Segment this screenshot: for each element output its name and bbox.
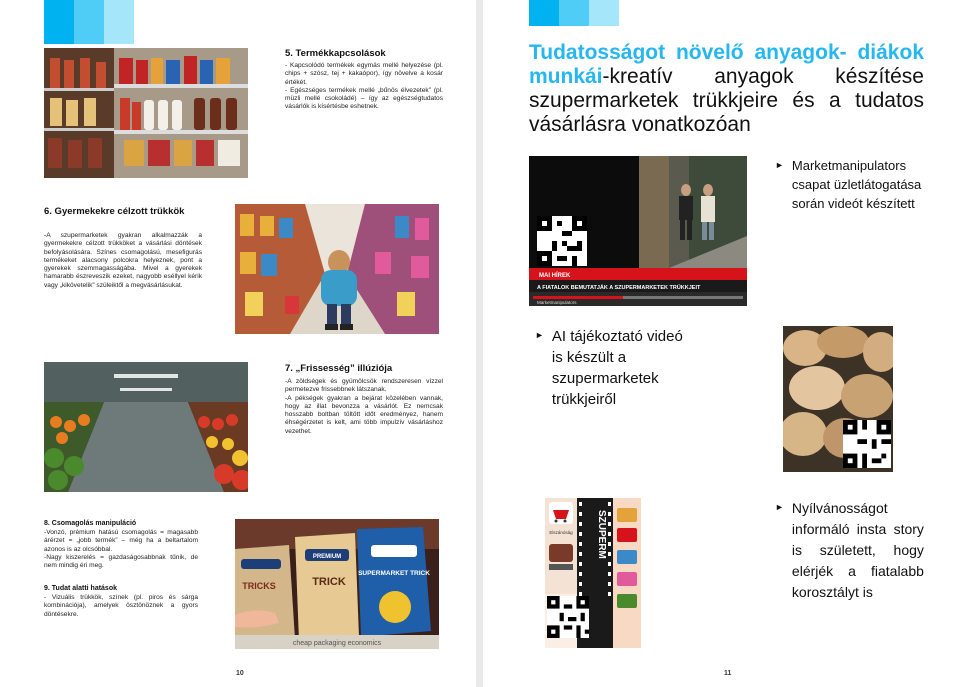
accent-block bbox=[589, 0, 619, 26]
qr-code[interactable] bbox=[843, 420, 891, 468]
section-line: - Vizuális trükkök, színek (pl. piros és sárga kombinációja), amelyek ösztönöznek a gyors döntésekre. bbox=[44, 594, 198, 618]
news-ticker: A FIATALOK BEMUTATJÁK A SZUPERMARKETEK TRÜKKJEIT bbox=[537, 285, 701, 291]
section-line: - Kapcsolódó termékek egymás mellé helyezése (pl. chips + szósz, tej + kakaópor), így növelve a kosár értékét. bbox=[285, 62, 443, 86]
triangle-bullet-icon: ► bbox=[535, 330, 544, 340]
bullet-text: Nyílvánosságot informáló insta story is született, hogy elérjék a fiatalabb korosztályt is bbox=[791, 500, 924, 600]
supermarket-shelves-photo bbox=[44, 48, 248, 178]
produce-aisle-photo bbox=[44, 362, 248, 492]
accent-block bbox=[559, 0, 589, 26]
bullet-item bbox=[775, 156, 925, 213]
story-logo-text: Elszánóság bbox=[549, 530, 573, 535]
bakery-video-thumbnail[interactable] bbox=[783, 326, 893, 472]
page-title-rest: -kreatív anyagok készítése szupermarketek trükkjeire és a tudatos vásárlásra vonatkozóan bbox=[529, 65, 924, 136]
bullet-item bbox=[535, 326, 715, 410]
packaging-photo bbox=[235, 519, 439, 649]
triangle-bullet-icon: ► bbox=[775, 160, 784, 170]
child-in-aisle-photo bbox=[235, 204, 439, 334]
accent-block bbox=[104, 0, 134, 44]
page-number: 11 bbox=[724, 670, 732, 677]
news-banner-label: MAI HÍREK bbox=[539, 273, 571, 279]
left-page bbox=[0, 0, 476, 687]
section-body bbox=[44, 232, 202, 290]
package-brand-text: PREMIUM bbox=[312, 554, 342, 560]
story-vertical-text: SZUPERM bbox=[596, 510, 607, 559]
page-number: 10 bbox=[236, 670, 244, 677]
section-body bbox=[285, 62, 443, 112]
package-text: SUPERMARKET TRICK bbox=[358, 570, 430, 577]
section-title: 9. Tudat alatti hatások bbox=[44, 585, 117, 592]
section-title: 5. Termékkapcsolások bbox=[285, 48, 386, 59]
section-line: -Nagy kiszerelés = gazdaságosabbnak tűnik, de nem mindig éri meg. bbox=[44, 553, 198, 570]
section-body bbox=[285, 378, 443, 436]
accent-block bbox=[529, 0, 559, 26]
section-title: 8. Csomagolás manipuláció bbox=[44, 520, 137, 527]
section-body bbox=[44, 529, 198, 570]
section-title: 6. Gyermekekre célzott trükkök bbox=[44, 206, 185, 217]
section-line: -A zöldségek és gyümölcsök rendszeresen vízzel permetezve frissebbnek látszanak. bbox=[285, 378, 443, 394]
section-body bbox=[44, 594, 198, 619]
section-line: -A szupermarketek gyakran alkalmazzák a gyermekekre célzott trükköket a vásárlási döntések befolyásolására. Színes csomagolású, mesefigurás termékeket alacsony polcokra helyeznek, pont a gyerekek szemmagasságába. Mivel a gyerekek hamarabb észreveszik ezeket, nagyobb eséllyel kérik vagy „kikövetelik” szüleiktől a megvásárlásukat. bbox=[44, 232, 202, 289]
right-page bbox=[483, 0, 959, 687]
accent-block bbox=[74, 0, 104, 44]
bullet-text: Marketmanipulators csapat üzletlátogatása során videót készített bbox=[791, 158, 922, 211]
section-title: 7. „Frissesség” illúziója bbox=[285, 363, 393, 374]
news-video-thumbnail[interactable] bbox=[529, 156, 747, 306]
triangle-bullet-icon: ► bbox=[775, 502, 784, 512]
video-channel: Marketmanipulators bbox=[537, 300, 577, 305]
package-text: TRICK bbox=[312, 576, 346, 588]
insta-story-collage[interactable] bbox=[545, 498, 641, 648]
qr-code[interactable] bbox=[547, 596, 589, 638]
package-text: cheap packaging economics bbox=[292, 640, 382, 647]
qr-code[interactable] bbox=[537, 216, 587, 266]
section-line: -A pékségek gyakran a bejárat közelében vannak, hogy az illat bevonzza a vásárlót. Ez nemcsak hosszabb boltban töltött időt eredményez, hanem éhségérzetet is kelt, ami több impulzív vásárláshoz vezethet. bbox=[285, 394, 443, 435]
bullet-text: AI tájékoztató videó is készült a szupermarketek trükkjeiről bbox=[551, 328, 683, 408]
package-text: TRICKS bbox=[242, 581, 276, 591]
section-line: -Vonzó, prémium hatású csomagolás = magasabb árérzet = „jobb termék” – még ha a beltartalom azonos is az olcsóbbal. bbox=[44, 529, 198, 553]
accent-block bbox=[44, 0, 74, 44]
page-title bbox=[529, 41, 924, 137]
section-line: - Egészséges termékek mellé „bűnös élvezetek” (pl. müzli mellé csokoládé) – így az egészségtudatos vásárlók is kísértésbe eshetnek. bbox=[285, 86, 443, 111]
bullet-item bbox=[775, 498, 925, 603]
page-title-highlight: Tudatosságot növelő anyagok- diákok munkái bbox=[529, 41, 924, 88]
